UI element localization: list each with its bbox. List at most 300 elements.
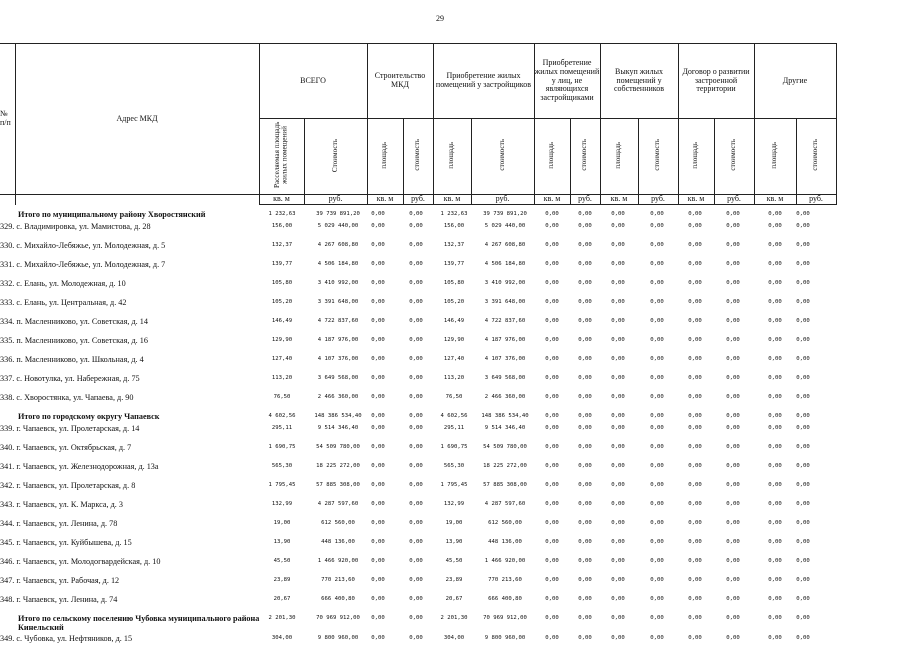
value-cell: 0,00	[409, 520, 423, 526]
table-row	[0, 279, 905, 298]
value-cell: 0,00	[611, 337, 625, 343]
value-cell: 0,00	[545, 318, 559, 324]
value-cell: 0,00	[545, 375, 559, 381]
value-cell: 0,00	[726, 337, 740, 343]
value-cell: 0,00	[768, 558, 782, 564]
unit-cell: руб.	[638, 195, 678, 205]
value-cell: 666 400,80	[321, 596, 355, 602]
value-cell: 0,00	[650, 242, 664, 248]
value-cell: 0,00	[796, 299, 810, 305]
value-cell: 0,00	[371, 299, 385, 305]
value-cell: 0,00	[768, 318, 782, 324]
value-cell: 0,00	[650, 596, 664, 602]
value-cell: 0,00	[409, 444, 423, 450]
value-cell: 148 386 534,40	[481, 413, 529, 419]
value-cell: 0,00	[688, 444, 702, 450]
table-row	[0, 241, 905, 260]
address-label: 344. г. Чапаевск, ул. Ленина, д. 78	[0, 519, 118, 528]
address-label: 346. г. Чапаевск, ул. Молодогвардейская, д. 10	[0, 557, 161, 566]
value-cell: 0,00	[578, 482, 592, 488]
value-cell: 0,00	[545, 413, 559, 419]
table-row	[0, 393, 905, 412]
table-row	[0, 298, 905, 317]
value-cell: 0,00	[371, 635, 385, 641]
value-cell: 0,00	[409, 539, 423, 545]
value-cell: 0,00	[371, 211, 385, 217]
group-non-developers-header: Приобретение жилых помещений у лиц, не являющихся застройщиками	[534, 44, 600, 119]
value-cell: 70 969 912,00	[483, 615, 527, 621]
value-cell: 0,00	[726, 615, 740, 621]
subtotal-label: Итого по городскому округу Чапаевск	[18, 412, 160, 421]
value-cell: 45,50	[445, 558, 463, 564]
value-cell: 0,00	[796, 261, 810, 267]
value-cell: 0,00	[409, 615, 423, 621]
value-cell: 113,20	[443, 375, 465, 381]
value-cell: 0,00	[650, 425, 664, 431]
subtotal-label: Итого по сельскому поселению Чубовка муниципального района Кинельский	[18, 614, 260, 633]
value-cell: 0,00	[409, 394, 423, 400]
value-cell: 0,00	[545, 482, 559, 488]
address-label: 341. г. Чапаевск, ул. Железнодорожная, д. 13а	[0, 462, 159, 471]
value-cell: 0,00	[688, 539, 702, 545]
value-cell: 39 739 891,20	[483, 211, 527, 217]
value-cell: 4 107 376,00	[317, 356, 359, 362]
value-cell: 19,00	[273, 520, 291, 526]
unit-cell: кв. м	[259, 195, 304, 205]
address-label: 332. с. Елань, ул. Молодежная, д. 10	[0, 279, 126, 288]
address-label: 338. с. Хворостянка, ул. Чапаева, д. 90	[0, 393, 134, 402]
value-cell: 295,11	[443, 425, 465, 431]
value-cell: 0,00	[726, 394, 740, 400]
value-cell: 0,00	[409, 337, 423, 343]
value-cell: 0,00	[726, 444, 740, 450]
value-cell: 0,00	[371, 337, 385, 343]
value-cell: 0,00	[726, 635, 740, 641]
value-cell: 0,00	[768, 539, 782, 545]
value-cell: 2 466 360,00	[317, 394, 359, 400]
value-cell: 0,00	[688, 211, 702, 217]
value-cell: 0,00	[611, 596, 625, 602]
value-cell: 0,00	[768, 413, 782, 419]
value-cell: 54 509 780,00	[483, 444, 527, 450]
value-cell: 0,00	[578, 635, 592, 641]
value-cell: 4 287 597,60	[484, 501, 526, 507]
value-cell: 0,00	[768, 577, 782, 583]
value-cell: 0,00	[768, 463, 782, 469]
sub-cost: стоимость	[497, 139, 506, 171]
value-cell: 57 885 308,00	[483, 482, 527, 488]
value-cell: 0,00	[796, 318, 810, 324]
value-cell: 0,00	[409, 501, 423, 507]
value-cell: 0,00	[578, 520, 592, 526]
value-cell: 0,00	[650, 577, 664, 583]
value-cell: 0,00	[726, 375, 740, 381]
value-cell: 0,00	[688, 558, 702, 564]
table-row	[0, 355, 905, 374]
value-cell: 0,00	[409, 318, 423, 324]
value-cell: 0,00	[545, 394, 559, 400]
value-cell: 0,00	[371, 425, 385, 431]
value-cell: 19,00	[445, 520, 463, 526]
value-cell: 0,00	[578, 596, 592, 602]
value-cell: 0,00	[688, 337, 702, 343]
value-cell: 0,00	[726, 242, 740, 248]
value-cell: 0,00	[768, 482, 782, 488]
value-cell: 612 560,00	[321, 520, 355, 526]
value-cell: 0,00	[611, 558, 625, 564]
value-cell: 770 213,60	[488, 577, 522, 583]
value-cell: 0,00	[409, 482, 423, 488]
value-cell: 0,00	[650, 482, 664, 488]
value-cell: 0,00	[545, 501, 559, 507]
value-cell: 0,00	[611, 242, 625, 248]
col-address-header: Адрес МКД	[15, 44, 259, 195]
value-cell: 57 885 308,00	[316, 482, 360, 488]
table-row	[0, 481, 905, 500]
value-cell: 54 509 780,00	[316, 444, 360, 450]
value-cell: 0,00	[611, 539, 625, 545]
value-cell: 4 267 608,80	[484, 242, 526, 248]
value-cell: 0,00	[545, 558, 559, 564]
value-cell: 0,00	[650, 444, 664, 450]
address-label: 342. г. Чапаевск, ул. Пролетарская, д. 8	[0, 481, 136, 490]
value-cell: 105,20	[271, 299, 293, 305]
value-cell: 2 466 360,00	[484, 394, 526, 400]
value-cell: 0,00	[650, 558, 664, 564]
group-buyout-header: Выкуп жилых помещений у собственников	[600, 44, 678, 119]
address-label: 343. г. Чапаевск, ул. К. Маркса, д. 3	[0, 500, 123, 509]
value-cell: 0,00	[409, 242, 423, 248]
value-cell: 0,00	[796, 539, 810, 545]
address-label: 336. п. Масленниково, ул. Школьная, д. 4	[0, 355, 144, 364]
value-cell: 0,00	[371, 482, 385, 488]
value-cell: 0,00	[409, 577, 423, 583]
value-cell: 612 560,00	[488, 520, 522, 526]
value-cell: 0,00	[796, 482, 810, 488]
value-cell: 770 213,60	[321, 577, 355, 583]
value-cell: 127,40	[443, 356, 465, 362]
group-development-contract-header: Договор о развитии застроенной территории	[678, 44, 754, 119]
table-row	[0, 317, 905, 336]
value-cell: 0,00	[796, 223, 810, 229]
sub-area: площадь	[547, 141, 556, 169]
subtotal-row	[0, 412, 905, 424]
value-cell: 0,00	[409, 280, 423, 286]
value-cell: 0,00	[371, 501, 385, 507]
value-cell: 0,00	[409, 223, 423, 229]
value-cell: 666 400,80	[488, 596, 522, 602]
value-cell: 0,00	[768, 356, 782, 362]
value-cell: 0,00	[768, 280, 782, 286]
value-cell: 0,00	[688, 375, 702, 381]
sub-resettled-area: Расселяемая площадь жилых помещений	[272, 121, 289, 189]
value-cell: 295,11	[271, 425, 293, 431]
value-cell: 0,00	[796, 463, 810, 469]
value-cell: 0,00	[688, 280, 702, 286]
value-cell: 0,00	[611, 577, 625, 583]
value-cell: 0,00	[409, 211, 423, 217]
data-rows	[0, 210, 905, 653]
value-cell: 4 267 608,80	[317, 242, 359, 248]
value-cell: 0,00	[650, 394, 664, 400]
sub-cost: стоимость	[653, 139, 662, 171]
value-cell: 0,00	[409, 375, 423, 381]
group-construction-header: Строительство МКД	[367, 44, 433, 119]
group-total-header: ВСЕГО	[259, 44, 367, 119]
table-row	[0, 500, 905, 519]
value-cell: 0,00	[371, 280, 385, 286]
value-cell: 0,00	[650, 261, 664, 267]
value-cell: 139,77	[443, 261, 465, 267]
value-cell: 0,00	[578, 261, 592, 267]
value-cell: 0,00	[650, 635, 664, 641]
value-cell: 0,00	[726, 463, 740, 469]
group-other-header: Другие	[754, 44, 836, 119]
value-cell: 0,00	[796, 520, 810, 526]
value-cell: 0,00	[726, 520, 740, 526]
value-cell: 13,90	[273, 539, 291, 545]
value-cell: 0,00	[409, 463, 423, 469]
unit-cell: кв. м	[678, 195, 714, 205]
sub-area: площадь	[691, 141, 700, 169]
value-cell: 132,37	[443, 242, 465, 248]
subtotal-row	[0, 614, 905, 634]
value-cell: 0,00	[650, 223, 664, 229]
value-cell: 0,00	[545, 356, 559, 362]
value-cell: 0,00	[796, 242, 810, 248]
value-cell: 0,00	[768, 261, 782, 267]
value-cell: 0,00	[611, 223, 625, 229]
value-cell: 4 506 184,80	[484, 261, 526, 267]
value-cell: 0,00	[545, 261, 559, 267]
value-cell: 0,00	[726, 280, 740, 286]
table-row	[0, 374, 905, 393]
value-cell: 5 029 440,00	[484, 223, 526, 229]
address-label: 339. г. Чапаевск, ул. Пролетарская, д. 14	[0, 424, 140, 433]
address-label: 335. п. Масленниково, ул. Советская, д. 16	[0, 336, 148, 345]
value-cell: 0,00	[578, 577, 592, 583]
value-cell: 76,50	[273, 394, 291, 400]
value-cell: 0,00	[688, 299, 702, 305]
value-cell: 156,00	[443, 223, 465, 229]
value-cell: 9 800 960,00	[484, 635, 526, 641]
value-cell: 0,00	[796, 356, 810, 362]
value-cell: 0,00	[371, 615, 385, 621]
value-cell: 0,00	[409, 635, 423, 641]
value-cell: 0,00	[796, 413, 810, 419]
value-cell: 0,00	[578, 318, 592, 324]
sub-area: площадь	[380, 141, 389, 169]
value-cell: 304,00	[271, 635, 293, 641]
value-cell: 132,99	[271, 501, 293, 507]
value-cell: 0,00	[688, 596, 702, 602]
value-cell: 20,67	[445, 596, 463, 602]
value-cell: 0,00	[796, 394, 810, 400]
value-cell: 5 029 440,00	[317, 223, 359, 229]
address-label: 334. п. Масленниково, ул. Советская, д. 14	[0, 317, 148, 326]
value-cell: 0,00	[545, 520, 559, 526]
value-cell: 0,00	[545, 242, 559, 248]
value-cell: 0,00	[650, 615, 664, 621]
value-cell: 132,99	[443, 501, 465, 507]
value-cell: 0,00	[688, 482, 702, 488]
value-cell: 0,00	[371, 394, 385, 400]
value-cell: 4 187 976,00	[484, 337, 526, 343]
value-cell: 0,00	[688, 223, 702, 229]
value-cell: 1 232,63	[440, 211, 468, 217]
value-cell: 0,00	[578, 337, 592, 343]
col-num-header: № п/п	[0, 44, 15, 195]
value-cell: 4 602,56	[440, 413, 468, 419]
value-cell: 4 187 976,00	[317, 337, 359, 343]
value-cell: 448 136,00	[488, 539, 522, 545]
value-cell: 18 225 272,00	[316, 463, 360, 469]
subtotal-row	[0, 210, 905, 222]
header-table	[0, 43, 837, 205]
sub-cost: стоимость	[811, 139, 820, 171]
value-cell: 139,77	[271, 261, 293, 267]
value-cell: 0,00	[371, 596, 385, 602]
value-cell: 0,00	[768, 394, 782, 400]
value-cell: 0,00	[650, 337, 664, 343]
value-cell: 565,30	[271, 463, 293, 469]
value-cell: 1 795,45	[440, 482, 468, 488]
value-cell: 0,00	[688, 261, 702, 267]
value-cell: 448 136,00	[321, 539, 355, 545]
unit-cell: руб.	[304, 195, 367, 205]
value-cell: 0,00	[371, 375, 385, 381]
value-cell: 0,00	[796, 280, 810, 286]
value-cell: 0,00	[768, 520, 782, 526]
value-cell: 0,00	[650, 520, 664, 526]
value-cell: 76,50	[445, 394, 463, 400]
sub-area: площадь	[770, 141, 779, 169]
address-label: 348. г. Чапаевск, ул. Ленина, д. 74	[0, 595, 118, 604]
unit-cell: руб.	[471, 195, 534, 205]
value-cell: 0,00	[545, 615, 559, 621]
value-cell: 3 649 568,00	[317, 375, 359, 381]
unit-cell: руб.	[796, 195, 836, 205]
value-cell: 0,00	[371, 539, 385, 545]
value-cell: 0,00	[768, 615, 782, 621]
value-cell: 0,00	[726, 318, 740, 324]
value-cell: 0,00	[611, 482, 625, 488]
value-cell: 0,00	[371, 261, 385, 267]
unit-cell: руб.	[714, 195, 754, 205]
unit-cell: руб.	[570, 195, 600, 205]
value-cell: 0,00	[578, 558, 592, 564]
table-row	[0, 557, 905, 576]
sub-area: площадь	[447, 141, 456, 169]
unit-cell: кв. м	[367, 195, 403, 205]
value-cell: 0,00	[726, 211, 740, 217]
value-cell: 0,00	[611, 463, 625, 469]
value-cell: 0,00	[796, 444, 810, 450]
value-cell: 565,30	[443, 463, 465, 469]
value-cell: 0,00	[688, 394, 702, 400]
table-row	[0, 595, 905, 614]
value-cell: 113,20	[271, 375, 293, 381]
value-cell: 0,00	[578, 394, 592, 400]
value-cell: 1 466 920,00	[317, 558, 359, 564]
value-cell: 0,00	[796, 425, 810, 431]
value-cell: 0,00	[688, 501, 702, 507]
value-cell: 0,00	[688, 635, 702, 641]
value-cell: 0,00	[611, 211, 625, 217]
value-cell: 0,00	[578, 413, 592, 419]
value-cell: 0,00	[726, 261, 740, 267]
value-cell: 13,90	[445, 539, 463, 545]
value-cell: 0,00	[768, 223, 782, 229]
value-cell: 3 391 648,00	[317, 299, 359, 305]
value-cell: 105,80	[443, 280, 465, 286]
value-cell: 0,00	[611, 280, 625, 286]
value-cell: 4 722 837,60	[484, 318, 526, 324]
value-cell: 0,00	[796, 211, 810, 217]
value-cell: 0,00	[545, 577, 559, 583]
sub-cost: стоимость	[729, 139, 738, 171]
value-cell: 0,00	[409, 299, 423, 305]
value-cell: 0,00	[688, 318, 702, 324]
value-cell: 0,00	[578, 242, 592, 248]
value-cell: 0,00	[726, 223, 740, 229]
value-cell: 0,00	[768, 375, 782, 381]
value-cell: 156,00	[271, 223, 293, 229]
value-cell: 304,00	[443, 635, 465, 641]
value-cell: 0,00	[611, 501, 625, 507]
value-cell: 0,00	[545, 463, 559, 469]
value-cell: 0,00	[796, 375, 810, 381]
value-cell: 0,00	[409, 425, 423, 431]
value-cell: 0,00	[650, 375, 664, 381]
value-cell: 0,00	[726, 413, 740, 419]
value-cell: 0,00	[796, 577, 810, 583]
unit-cell: кв. м	[754, 195, 796, 205]
subtotal-label: Итого по муниципальному району Хворостянский	[18, 210, 206, 219]
value-cell: 0,00	[688, 356, 702, 362]
value-cell: 0,00	[371, 463, 385, 469]
value-cell: 0,00	[578, 211, 592, 217]
value-cell: 18 225 272,00	[483, 463, 527, 469]
value-cell: 4 506 184,80	[317, 261, 359, 267]
value-cell: 0,00	[371, 242, 385, 248]
value-cell: 0,00	[688, 577, 702, 583]
value-cell: 2 201,30	[440, 615, 468, 621]
value-cell: 0,00	[611, 394, 625, 400]
value-cell: 0,00	[650, 413, 664, 419]
value-cell: 0,00	[545, 337, 559, 343]
value-cell: 4 602,56	[268, 413, 296, 419]
value-cell: 23,89	[273, 577, 291, 583]
value-cell: 148 386 534,40	[314, 413, 362, 419]
address-label: 347. г. Чапаевск, ул. Рабочая, д. 12	[0, 576, 120, 585]
value-cell: 0,00	[371, 223, 385, 229]
table-row	[0, 336, 905, 355]
value-cell: 0,00	[796, 635, 810, 641]
address-label: 331. с. Михайло-Лебяжье, ул. Молодежная, д. 7	[0, 260, 166, 269]
sub-total-cost: Стоимость	[330, 138, 339, 172]
value-cell: 1 466 920,00	[484, 558, 526, 564]
value-cell: 0,00	[371, 520, 385, 526]
value-cell: 0,00	[796, 501, 810, 507]
value-cell: 9 800 960,00	[317, 635, 359, 641]
unit-cell: кв. м	[433, 195, 471, 205]
table-row	[0, 576, 905, 595]
address-label: 337. с. Новотулка, ул. Набережная, д. 75	[0, 374, 140, 383]
value-cell: 0,00	[611, 261, 625, 267]
sub-area: площадь	[614, 141, 623, 169]
value-cell: 0,00	[371, 356, 385, 362]
